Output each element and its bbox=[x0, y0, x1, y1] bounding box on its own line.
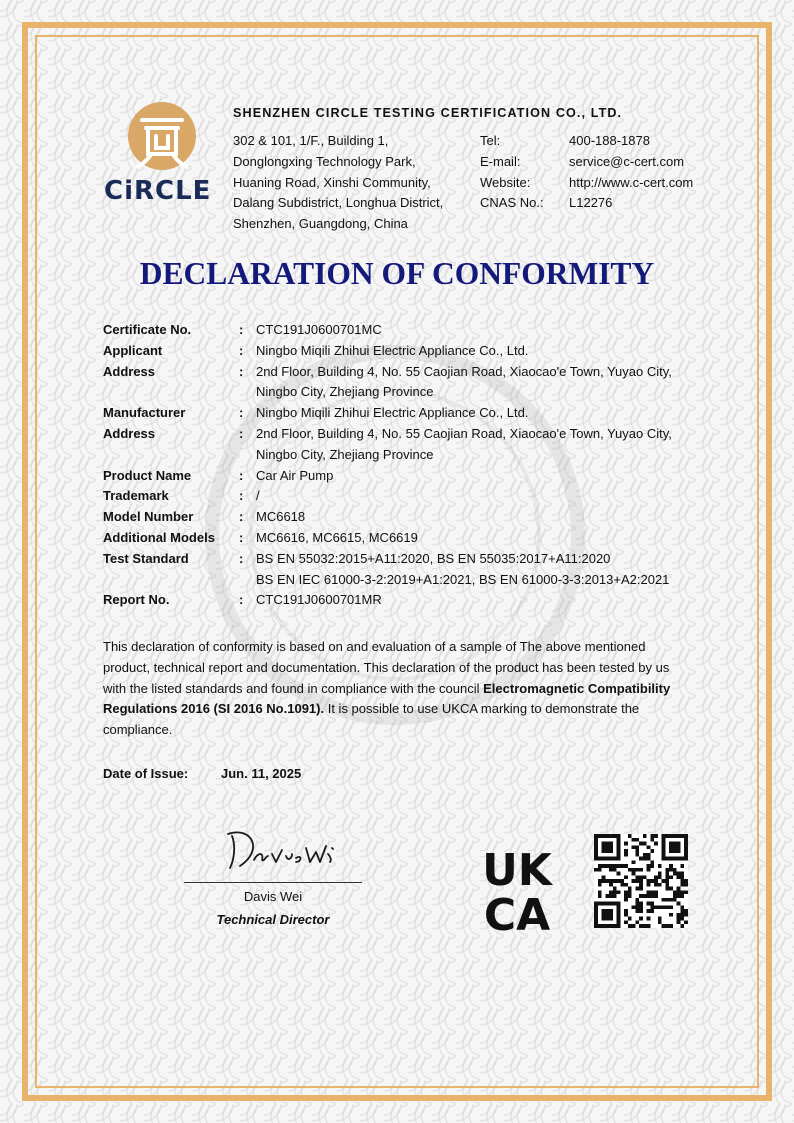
date-value: Jun. 11, 2025 bbox=[221, 766, 302, 781]
signatory-title: Technical Director bbox=[216, 912, 330, 927]
field-value: MC6618 bbox=[256, 509, 306, 525]
field-manufacturer-address bbox=[103, 424, 716, 466]
field-label: Certificate No. bbox=[103, 322, 192, 337]
contact-value: L12276 bbox=[569, 195, 613, 211]
field-label: Test Standard bbox=[103, 550, 189, 566]
contact-cnas bbox=[480, 193, 693, 214]
contact-label: CNAS No.: bbox=[480, 195, 544, 211]
company-contacts bbox=[480, 131, 693, 214]
statement-regulation: Electromagnetic Compatibility Regulations 2016 (SI 2016 No.1091). bbox=[103, 680, 671, 717]
field-value: 2nd Floor, Building 4, No. 55 Caojian Road, Xiaocao'e Town, Yuyao City, bbox=[256, 363, 672, 379]
field-trademark bbox=[103, 486, 716, 507]
contact-value: 400-188-1878 bbox=[569, 133, 650, 148]
contact-email bbox=[480, 152, 693, 173]
conformity-statement bbox=[103, 637, 683, 741]
contact-website bbox=[480, 173, 693, 194]
handwritten-signature bbox=[222, 826, 342, 872]
qr-code-icon[interactable] bbox=[594, 834, 688, 928]
field-applicant-address bbox=[103, 362, 716, 404]
field-value: CTC191J0600701MC bbox=[256, 322, 382, 337]
field-report-no bbox=[103, 590, 716, 611]
field-value: Ningbo City, Zhejiang Province bbox=[256, 384, 434, 400]
field-value: MC6616, MC6615, MC6619 bbox=[256, 529, 418, 545]
field-applicant bbox=[103, 341, 716, 362]
field-colon: : bbox=[239, 509, 244, 525]
field-colon: : bbox=[239, 550, 244, 566]
field-value: CTC191J0600701MR bbox=[256, 592, 382, 608]
ukca-mark-icon bbox=[474, 846, 560, 932]
field-certificate-no bbox=[103, 320, 716, 341]
field-colon: : bbox=[239, 322, 244, 337]
ukca-bottom: CA bbox=[483, 890, 551, 932]
company-address bbox=[233, 131, 443, 235]
field-value: / bbox=[256, 488, 260, 504]
field-label: Product Name bbox=[103, 467, 192, 483]
field-value: Ningbo Miqili Zhihui Electric Appliance Co., Ltd. bbox=[256, 405, 529, 421]
contact-value: service@c-cert.com bbox=[569, 153, 685, 169]
field-colon: : bbox=[239, 405, 244, 421]
field-value: Ningbo Miqili Zhihui Electric Appliance Co., Ltd. bbox=[256, 342, 529, 358]
address-line: Donglongxing Technology Park, bbox=[233, 153, 416, 169]
contact-label: E-mail: bbox=[480, 153, 521, 169]
document-title: DECLARATION OF CONFORMITY bbox=[139, 256, 655, 291]
contact-tel bbox=[480, 131, 693, 152]
logo-wordmark: CiRCLE bbox=[104, 176, 212, 206]
field-label: Model Number bbox=[103, 509, 194, 525]
signature-line bbox=[184, 882, 362, 883]
certificate-fields bbox=[103, 320, 716, 611]
contact-label: Tel: bbox=[480, 133, 501, 148]
field-label: Manufacturer bbox=[103, 405, 186, 421]
address-line: Dalang Subdistrict, Longhua District, bbox=[233, 195, 444, 211]
company-name: SHENZHEN CIRCLE TESTING CERTIFICATION CO., LTD. bbox=[233, 106, 623, 120]
field-colon: : bbox=[239, 488, 244, 504]
contact-label: Website: bbox=[480, 174, 531, 190]
statement-text: This declaration of conformity is based on and evaluation of a sample of The above mentioned product, technical report and documentation. This declaration of the product has been tested by us with the listed standards and found in compliance with the council bbox=[103, 639, 670, 696]
field-colon: : bbox=[239, 342, 244, 358]
field-colon: : bbox=[239, 592, 244, 608]
contact-value: http://www.c-cert.com bbox=[569, 174, 694, 190]
address-line: Huaning Road, Xinshi Community, bbox=[233, 174, 431, 190]
field-product-name bbox=[103, 466, 716, 487]
field-value: 2nd Floor, Building 4, No. 55 Caojian Road, Xiaocao'e Town, Yuyao City, bbox=[256, 425, 672, 441]
date-of-issue bbox=[103, 766, 301, 781]
field-value: Ningbo City, Zhejiang Province bbox=[256, 446, 434, 462]
ukca-top: UK bbox=[482, 846, 552, 896]
field-additional-models bbox=[103, 528, 716, 549]
field-model-number bbox=[103, 507, 716, 528]
signatory-name: Davis Wei bbox=[243, 889, 303, 904]
field-manufacturer bbox=[103, 403, 716, 424]
date-label: Date of Issue: bbox=[103, 766, 189, 781]
field-value: BS EN IEC 61000-3-2:2019+A1:2021, BS EN 61000-3-3:2013+A2:2021 bbox=[256, 571, 670, 587]
field-value: BS EN 55032:2015+A11:2020, BS EN 55035:2017+A11:2020 bbox=[256, 550, 611, 566]
field-test-standard bbox=[103, 549, 716, 591]
field-colon: : bbox=[239, 529, 244, 545]
field-label: Trademark bbox=[103, 488, 169, 504]
field-label: Additional Models bbox=[103, 529, 215, 545]
field-label: Address bbox=[103, 363, 156, 379]
field-label: Address bbox=[103, 425, 156, 441]
field-value: Car Air Pump bbox=[256, 467, 334, 483]
field-colon: : bbox=[239, 467, 244, 483]
statement-text-end: It is possible to use UKCA marking to demonstrate the compliance. bbox=[103, 701, 640, 738]
field-label: Report No. bbox=[103, 592, 170, 608]
field-colon: : bbox=[239, 363, 244, 379]
field-label: Applicant bbox=[103, 342, 163, 358]
field-colon: : bbox=[239, 425, 244, 441]
address-line: Shenzhen, Guangdong, China bbox=[233, 216, 408, 232]
address-line: 302 & 101, 1/F., Building 1, bbox=[233, 133, 389, 148]
